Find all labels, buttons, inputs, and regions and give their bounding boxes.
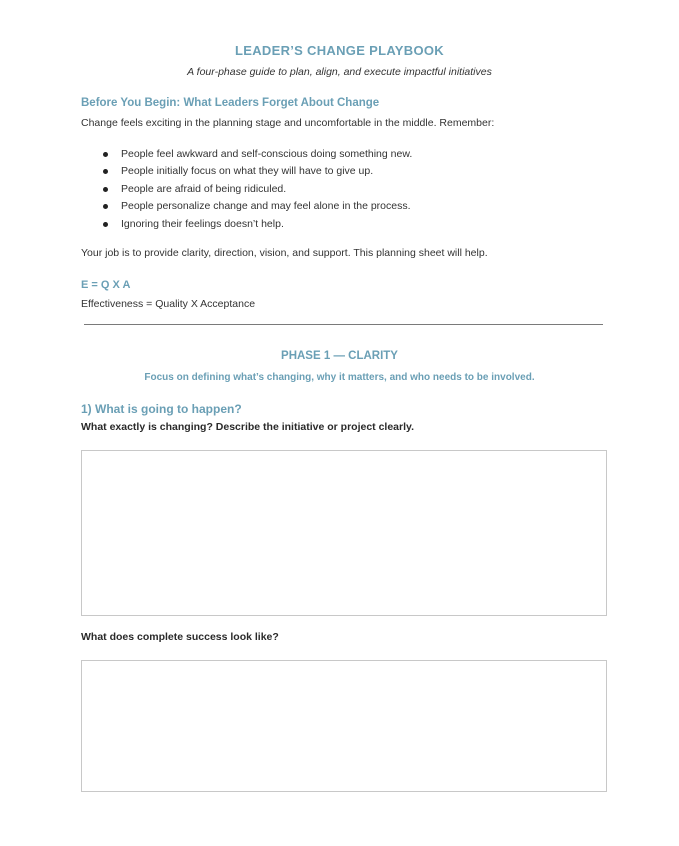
prompt-what-is-changing: What exactly is changing? Describe the initiative or project clearly. — [81, 421, 414, 433]
formula-heading: E = Q X A — [81, 279, 131, 291]
list-item — [103, 146, 412, 163]
document-title: LEADER’S CHANGE PLAYBOOK — [235, 43, 444, 58]
list-item-text: People personalize change and may feel alone in the process. — [121, 200, 411, 213]
reminder-list — [103, 146, 412, 233]
phase-1-subtitle: Focus on defining what’s changing, why it matters, and who needs to be involved. — [144, 372, 535, 383]
list-item-text: Ignoring their feelings doesn’t help. — [121, 217, 284, 230]
list-item — [103, 181, 412, 198]
question-1-heading: 1) What is going to happen? — [81, 402, 242, 416]
bullet-icon — [103, 187, 108, 192]
closing-text: Your job is to provide clarity, direction, vision, and support. This planning sheet will help. — [81, 247, 488, 259]
section-divider — [84, 324, 603, 325]
list-item — [103, 163, 412, 180]
list-item-text: People feel awkward and self-conscious doing something new. — [121, 148, 413, 160]
document-subtitle: A four-phase guide to plan, align, and execute impactful initiatives — [187, 66, 492, 78]
bullet-icon — [103, 152, 108, 157]
before-intro-text: Change feels exciting in the planning stage and uncomfortable in the middle. Remember: — [81, 117, 495, 129]
list-item — [103, 198, 412, 215]
bullet-icon — [103, 222, 108, 227]
formula-definition: Effectiveness = Quality X Acceptance — [81, 298, 256, 310]
answer-box-complete-success[interactable] — [81, 660, 607, 792]
list-item-text: People initially focus on what they will have to give up. — [121, 165, 374, 178]
answer-box-what-is-changing[interactable] — [81, 450, 607, 616]
bullet-icon — [103, 204, 108, 209]
list-item-text: People are afraid of being ridiculed. — [121, 182, 287, 195]
before-you-begin-heading: Before You Begin: What Leaders Forget About Change — [81, 97, 380, 109]
prompt-complete-success: What does complete success look like? — [81, 631, 279, 643]
phase-1-title: PHASE 1 — CLARITY — [281, 350, 398, 362]
list-item — [103, 216, 412, 233]
bullet-icon — [103, 169, 108, 174]
